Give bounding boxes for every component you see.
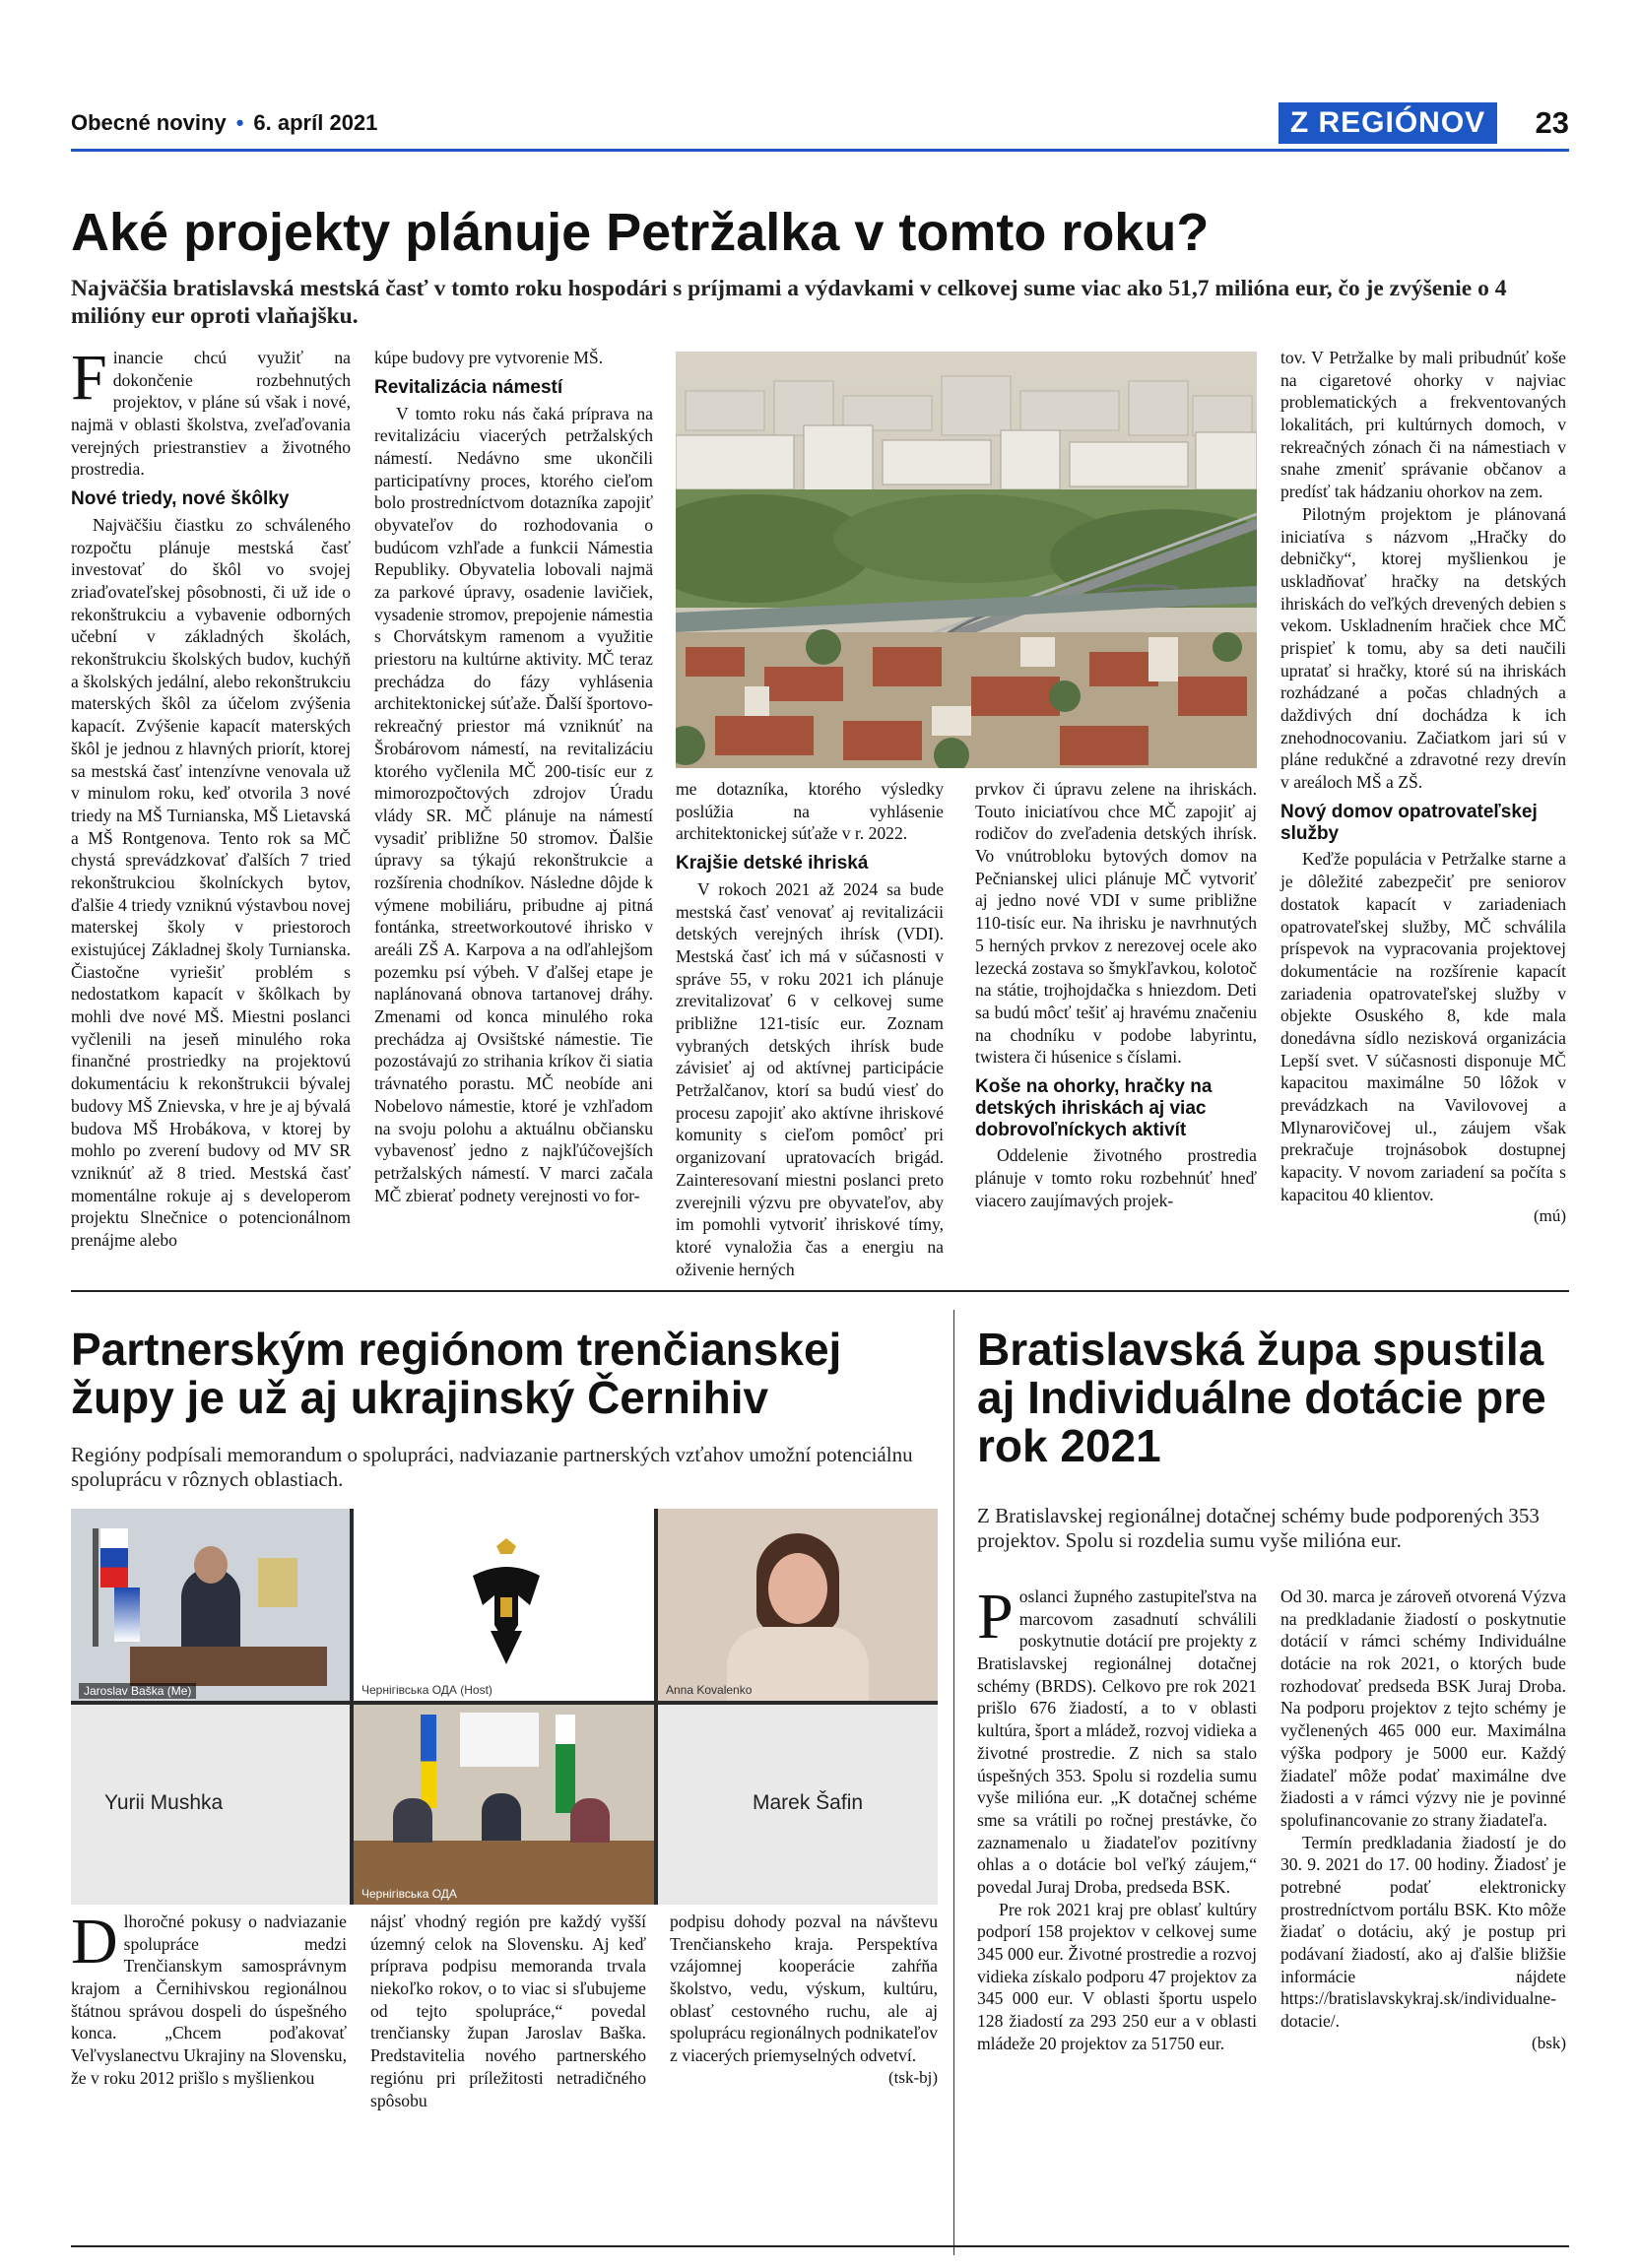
issue-date: 6. apríl 2021	[253, 110, 378, 135]
participant-tile	[354, 1705, 654, 1905]
participant-name: Чернігівська ОДА (Host)	[361, 1683, 492, 1697]
paper-name: Obecné noviny	[71, 110, 227, 135]
article2-column-2	[370, 1911, 646, 2111]
paragraph: V rokoch 2021 až 2024 sa bude mestská časť venovať aj revitalizácii detských verejných ihrísk (VDI). Mestská časť ich má v súčasnosti v správe 55, v roku 2021 ich plánuje zrevitalizovať 6 v celkovej sume približne 121-tisíc eur. Zoznam vybraných detských ihrísk bude závisieť aj od aktívnej participácie Petržalčanov, ktorí sa budú viesť do procesu zapojiť ako aktívne ihriskové komunity s cieľom pomôcť pri organizovaní upratovacích brigád. Zainteresovaní miestni poslanci preto zverejnili výzvu pre obyvateľov, aby im pomohli vytvoriť ihriskové tímy, ktoré vynaložia čas a energiu na oživenie herných	[676, 878, 944, 1279]
article1-intro: inancie chcú využiť na dokončenie rozbehnutých projektov, v pláne sú však i nové, najmä v oblasti školstva, zveľaďovania verejných priestranstiev a životného prostredia.	[71, 348, 351, 480]
paragraph: Keďže populácia v Petržalke starne a je dôležité zabezpečiť pre seniorov dostatok kapacít v zariadeniach opatrovateľskej služby, MČ schválila príspevok na vypracovania projektovej dokumentácie na rozšírenie kapacít zariadenia opatrovateľskej služby v objekte Osuského 8, kde mala donedávna sídlo nezisková organizácia Lepší svet. V súčasnosti disponuje MČ kapacitou maximálne 50 lôžok v prevádzkach na Vavilovovej a Mlynarovičovej ul., záujem však prekračuje trojnásobok dostupnej kapacity. V novom zariadení sa počíta s kapacitou 40 klientov.	[1280, 849, 1566, 1204]
footer-rule	[71, 2245, 1569, 2247]
paragraph: V tomto roku nás čaká príprava na revitalizáciu viacerých petržalských námestí. Nedávno sme ukončili participatívny proces, ktorého cieľom bolo prostredníctvom dotazníka zapojiť obyvateľov do rozhodovania o budúcom vzhľade a funkcii Námestia Republiky. Obyvatelia lobovali najmä za parkové úpravy, osadenie lavičiek, vysadenie stromov, prepojenie námestia s Chorvátskym ramenom a využitie priestoru na kultúrne aktivity. MČ teraz prechádza do fázy vyhlásenia architektonickej súťaže. Ďalší športovo-rekreačný priestor má vzniknúť na Šrobárovom námestí, na revitalizáciu ktorého vyčlenila MČ 200-tisíc eur z mimorozpočtových zdrojov Úradu vlády SR. MČ plánuje na námestí vysadiť približne 50 stromov. Ďalšie úpravy sa týkajú rekonštrukcie a rozšírenia chodníkov. Následne dôjde k výmene mobiliáru, pribudne aj pitná fontánka, streetworkoutové ihrisko v areáli ZŠ A. Karpova a na odľahlejšom pozemku psí výbeh. V ďalšej etape je naplánovaná obnova tartanovej dráhy. Zmenami od konca minulého roka prechádza aj Ovsištské námestie. Tie pozostávajú zo strihania kríkov či siatia trávnatého porastu. MČ neobíde ani Nobelovo námestie, ktoré je vzhľadom na svoju polohu a aktuálnu občiansku vybavenosť jedno z najkľúčovejších petržalských námestí. V marci začala MČ zbierať podnety verejnosti vo for-	[374, 403, 653, 1205]
article2-column-3	[670, 1911, 938, 2089]
article-divider	[71, 1290, 1569, 1292]
header-rule	[71, 149, 1569, 152]
paragraph: lhoročné pokusy o nadviazanie spolupráce medzi Trenčianskym samosprávnym krajom a Černihivskou regionálnou štátnou správou dospeli do úspešného konca. „Chcem poďakovať Veľvyslanectvu Ukrajiny na Slovensku, že v roku 2012 prišlo s myšlienkou	[71, 1912, 347, 2088]
paragraph: nájsť vhodný región pre každý vyšší územný celok na Slovensku. Aj keď príprava podpisu memoranda trvala niekoľko rokov, o to viac si sľubujeme od tejto spolupráce,“ povedal trenčiansky župan Jaroslav Baška. Predstavitelia nového partnerského regiónu pri príležitosti netradičného spôsobu	[370, 1912, 646, 2110]
article3-column-2	[1280, 1586, 1566, 2054]
header-separator: •	[235, 110, 244, 135]
author-tag: (mú)	[1533, 1206, 1566, 1226]
participant-name: Yurii Mushka	[104, 1791, 224, 1814]
subheading: Koše na ohorky, hračky na detských ihriskách aj viac dobrovoľníckych aktivít	[975, 1075, 1213, 1140]
article2-lead: Regióny podpísali memorandum o spolupráci, nadviazanie partnerských vzťahov umožní potenciálnu spoluprácu v rôznych oblastiach.	[71, 1443, 913, 1491]
subheading: Krajšie detské ihriská	[676, 853, 869, 875]
paragraph: Pilotným projektom je plánovaná iniciatíva s názvom „Hračky do debničky“, ktorej myšlienkou je uskladňovať hračky na detských ihriskách do veľkých drevených debien s vekom. Uskladnením hračiek chce MČ prispieť k tomu, aby sa deti naučili upratať si hračky, ktoré sú na ihriskách rozhádzané a počas chladných a daždivých dní dochádza k ich znehodnocovaniu. Začiatkom jari sú v pláne redukčné a zdravotné rezy drevín v areáloch MŠ a ZŠ.	[1280, 503, 1566, 793]
article1-lead: Najväčšia bratislavská mestská časť v tomto roku hospodári s príjmami a výdavkami v celkovej sume viac ako 51,7 milióna eur, čo je zvýšenie o 4 milióny eur oproti vlaňajšku.	[71, 276, 1507, 329]
article1-column-3	[676, 778, 944, 1280]
participant-tile	[354, 1509, 654, 1701]
participant-tile	[658, 1705, 938, 1905]
subheading: Nové triedy, nové škôlky	[71, 488, 290, 510]
article1-column-1	[71, 342, 351, 1252]
author-tag: (bsk)	[1532, 2033, 1566, 2052]
author-tag: (tsk-bj)	[887, 2067, 938, 2087]
column-divider	[953, 1310, 954, 2255]
participant-name: Marek Šafin	[753, 1791, 864, 1814]
paragraph: Od 30. marca je zároveň otvorená Výzva na predkladanie žiadostí o poskytnutie dotácií v rámci schémy Individuálne dotácie na rok 2021, o ktorých bude rozhodovať predseda BSK Juraj Droba. Na podporu projektov z tejto schémy je vyčlenených 465 000 eur. Maximálna výška podpory je 5000 eur. Každý žiadateľ môže podať maximálne dve žiadosti a v rámci výzvy nie je povinné spolufinancovanie zo strany žiadateľa.	[1280, 1587, 1566, 1830]
participant-tile	[71, 1509, 350, 1701]
article1-column-2	[374, 347, 653, 1206]
coat-of-arms-icon	[467, 1536, 546, 1674]
video-conference-photo	[71, 1509, 938, 1905]
paragraph: prvkov či úpravu zelene na ihriskách. Touto iniciatívou chce MČ zapojiť aj rodičov do zveľadenia detských ihrísk. Vo vnútrobloku bytových domov na Pečnianskej ulici plánuje MČ vytvoriť aj jedno nové VDI v sume približne 110-tisíc eur. Na ihrisku je navrhnutých 5 herných prvkov z nerezovej ocele ako lezecká zostava so šmykľavkou, kolotoč na státie, trojhojdačka s hniezdom. Deti sa budú môcť tešiť aj hravému značeniu na chodníku v podobe labyrintu, twistera či húsenice s číslami.	[975, 779, 1257, 1068]
article2-column-1	[71, 1906, 347, 2090]
paragraph: tov. V Petržalke by mali pribudnúť koše na cigaretové ohorky v najviac problematických a frekventovaných lokalitách, pri kultúrnych domoch, v rekreačných zónach či na námestiach v snahe zmeniť správanie občanov a predísť tak hádzaniu ohorkov na zem.	[1280, 348, 1566, 502]
article1-title: Aké projekty plánuje Petržalka v tomto roku?	[71, 203, 1210, 262]
paragraph: Oddelenie životného prostredia plánuje v tomto roku rozbehnúť hneď viacero zaujímavých projek-	[975, 1145, 1257, 1210]
paragraph: Pre rok 2021 kraj pre oblasť kultúry podporí 158 projektov v celkovej sume 345 000 eur. Životné prostredie a rozvoj vidieka získalo podporu 47 projektov za 345 000 eur. V oblasti športu uspelo 128 žiadostí za 293 250 eur a v oblasti mládeže 20 projektov za 51750 eur.	[977, 1899, 1257, 2053]
article2-title: Partnerským regiónom trenčianskej župy je už aj ukrajinský Černihiv	[71, 1324, 842, 1423]
city-panorama-image	[676, 352, 1257, 768]
article1-column-4	[975, 778, 1257, 1212]
dropcap: F	[71, 342, 107, 414]
paragraph: oslanci župného zastupiteľstva na marcovom zasadnutí schválili poskytnutie dotácií pre projekty z Bratislavskej regionálnej dotačnej schémy (BRDS). Celkovo pre rok 2021 prišlo 676 žiadostí, a to v oblasti kultúra, šport a mládež, rozvoj vidieka a životné prostredie. Z nich sa stalo úspešných 353. Spolu si rozdelia sumu vyše milióna eur. „K dotačnej schéme sme sa vrátili po ročnej prestávke, čo zaznamenalo u žiadateľov pozitívny ohlas a o dotácie bol veľký záujem,“ povedal Juraj Droba, predseda BSK.	[977, 1587, 1257, 1897]
subheading: Revitalizácia námestí	[374, 376, 563, 398]
dropcap: P	[977, 1581, 1014, 1652]
participant-name: Чернігівська ОДА	[361, 1887, 457, 1901]
masthead	[71, 110, 377, 136]
article3-title: Bratislavská župa spustila aj Individuálne dotácie pre rok 2021	[977, 1324, 1546, 1471]
article3-lead: Z Bratislavskej regionálnej dotačnej schémy bude podporených 353 projektov. Spolu si rozdelia sumu vyše milióna eur.	[977, 1504, 1540, 1552]
article1-column-5	[1280, 347, 1566, 1227]
city-photo	[676, 352, 1257, 768]
participant-tile	[658, 1509, 938, 1701]
subheading: Nový domov opatrovateľskej služby	[1280, 801, 1538, 844]
paragraph: Termín predkladania žiadostí je do 30. 9. 2021 do 17. 00 hodiny. Žiadosť je potrebné podať elektronicky prostredníctvom portálu BSK. Kto môže žiadať o dotáciu, aký je postup pri podávaní žiadostí, ako aj ďalšie bližšie informácie nájdete https://bratislavskykraj.sk/individualne-dotacie/.	[1280, 1832, 1566, 2032]
paragraph: me dotazníka, ktorého výsledky poslúžia na vyhlásenie architektonickej súťaže v r. 2022.	[676, 779, 944, 844]
dropcap: D	[71, 1906, 118, 1977]
article3-column-1	[977, 1581, 1257, 2054]
paragraph: Najväčšiu čiastku zo schváleného rozpočtu plánuje mestská časť investovať do škôl vo svojej zriaďovateľskej pôsobnosti, či už ide o rekonštrukciu a vybavenie odborných učební v základných školách, rekonštrukciu školských budov, kuchýň a školských jedální, alebo rekonštrukciu materských škôl za účelom zvýšenia kapacít. Zvýšenie kapacít materských škôl je jednou z hlavných priorít, ktorej sa mestská časť intenzívne venovala už v minulom roku, keď otvorila 3 nové triedy na MŠ Turnianska, MŠ Lietavská a MŠ Rontgenova. Tento rok sa MČ chystá sprevádzkovať ďalších 7 tried rekonštrukciou školníckych bytov, ďalšie 4 triedy vzniknú výstavbou novej materskej školy v priestoroch existujúcej Základnej školy Turnianska. Čiastočne vyriešiť problém s nedostatkom kapacít v škôlkach by mohli dve nové MŠ. Miestni poslanci vyčlenili na jeseň minulého roka finančné prostriedky na projektovú dokumentáciu k rekonštrukcii bývalej budovy MŠ Znievska, v hre je aj bývalá budova MŠ Hrobákova, v ktorej by mohlo po zverení budovy od MV SR vzniknúť až 8 tried. Mestská časť momentálne rokuje aj s developerom projektu Slnečnice o potencionálnom prenájme alebo	[71, 514, 351, 1250]
paragraph: podpisu dohody pozval na návštevu Trenčianskeho kraja. Perspektíva vzájomnej kooperácie zahŕňa školstvo, vedu, výskum, kultúru, oblasť cestovného ruchu, ale aj spoluprácu regionálnych podnikateľov z viacerých priemyselných odvetví.	[670, 1912, 938, 2066]
participant-tile	[71, 1705, 350, 1905]
page-number: 23	[1535, 105, 1569, 140]
participant-name: Jaroslav Baška (Me)	[79, 1683, 196, 1699]
section-label: Z REGIÓNOV	[1279, 102, 1497, 144]
participant-name: Anna Kovalenko	[666, 1683, 753, 1697]
paragraph: kúpe budovy pre vytvorenie MŠ.	[374, 348, 604, 367]
